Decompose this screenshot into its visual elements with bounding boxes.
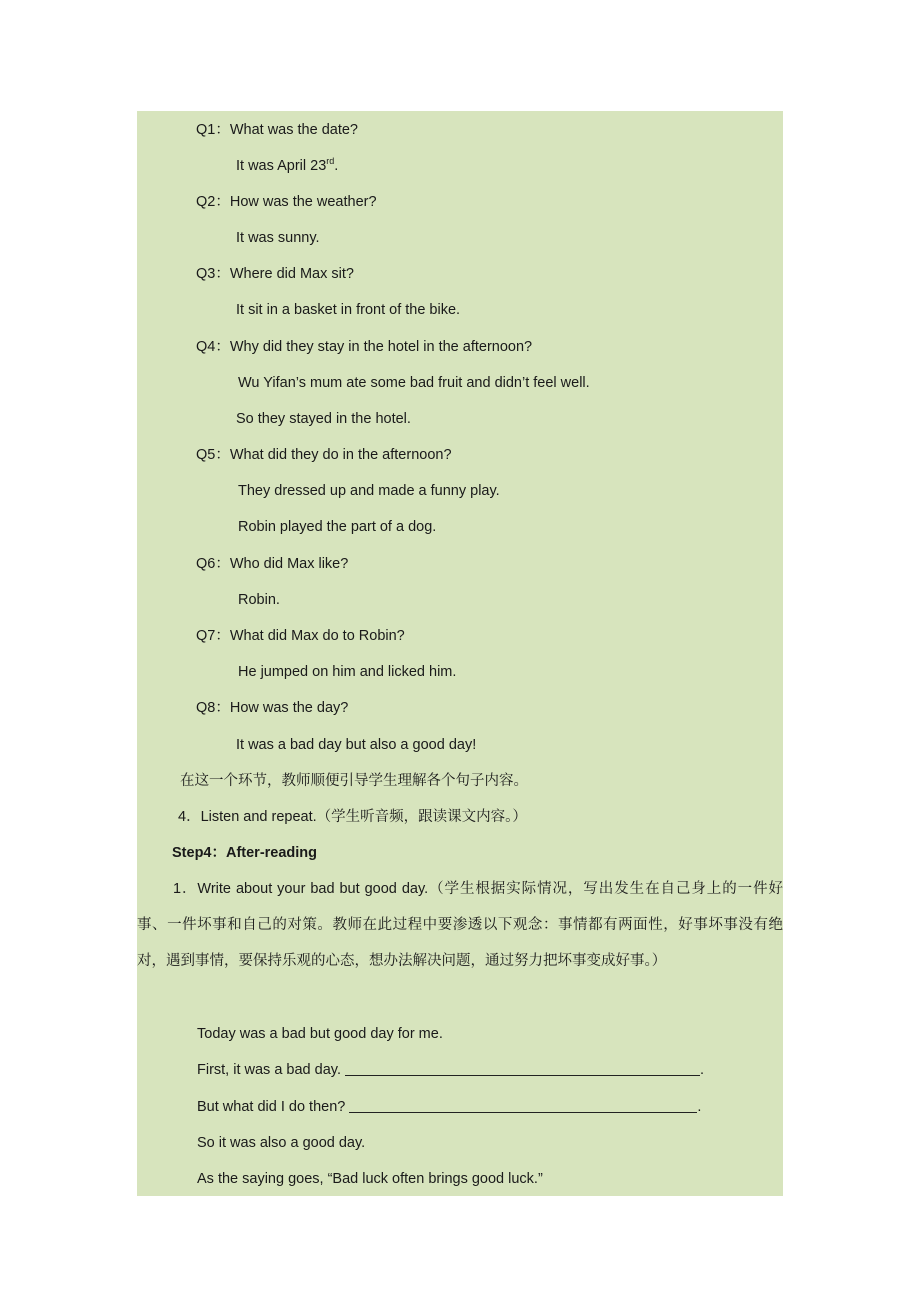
answer-6: Robin. — [238, 592, 280, 608]
step4-heading: Step4：After-reading — [172, 845, 318, 861]
writing-instruction: 1．Write about your bad but good day.（学生根据实际情况，写出发生在自己身上的一件好事、一件坏事和自己的对策。教师在此过程中要渗透以下观念：事情都有两面性，好事坏事没有绝对，遇到事情，要保持乐观的心态，想办法解决问题，通过努力把坏事变成好事。） — [137, 881, 783, 969]
answer-3: It sit in a basket in front of the bike. — [236, 302, 461, 318]
question-4: Q4：Why did they stay in the hotel in the afternoon? — [196, 339, 533, 355]
question-5: Q5：What did they do in the afternoon? — [196, 447, 452, 463]
question-3: Q3：Where did Max sit? — [196, 266, 354, 282]
question-8: Q8：How was the day? — [196, 700, 349, 716]
question-2: Q2：How was the weather? — [196, 194, 377, 210]
listen-repeat: 4．Listen and repeat.（学生听音频，跟读课文内容。） — [178, 809, 527, 825]
template-line-2: First, it was a bad day. . — [197, 1062, 705, 1078]
answer-5a: They dressed up and made a funny play. — [238, 483, 500, 499]
template-line-4: So it was also a good day. — [197, 1135, 366, 1151]
fill-blank-2[interactable] — [349, 1098, 697, 1113]
answer-2: It was sunny. — [236, 230, 320, 246]
answer-4b: So they stayed in the hotel. — [236, 411, 411, 427]
teacher-note: 在这一个环节，教师顺便引导学生理解各个句子内容。 — [180, 773, 528, 789]
template-line-5: As the saying goes, “Bad luck often brings good luck.” — [197, 1171, 543, 1187]
fill-blank-1[interactable] — [345, 1061, 700, 1076]
question-1: Q1：What was the date? — [196, 122, 358, 138]
question-6: Q6：Who did Max like? — [196, 556, 349, 572]
template-line-1: Today was a bad but good day for me. — [197, 1026, 443, 1042]
answer-1: It was April 23rd. — [236, 156, 339, 174]
answer-8: It was a bad day but also a good day! — [236, 737, 477, 753]
answer-5b: Robin played the part of a dog. — [238, 519, 437, 535]
template-line-3: But what did I do then? . — [197, 1099, 702, 1115]
question-7: Q7：What did Max do to Robin? — [196, 628, 405, 644]
answer-4a: Wu Yifan’s mum ate some bad fruit and didn’t feel well. — [238, 375, 590, 391]
answer-7: He jumped on him and licked him. — [238, 664, 457, 680]
